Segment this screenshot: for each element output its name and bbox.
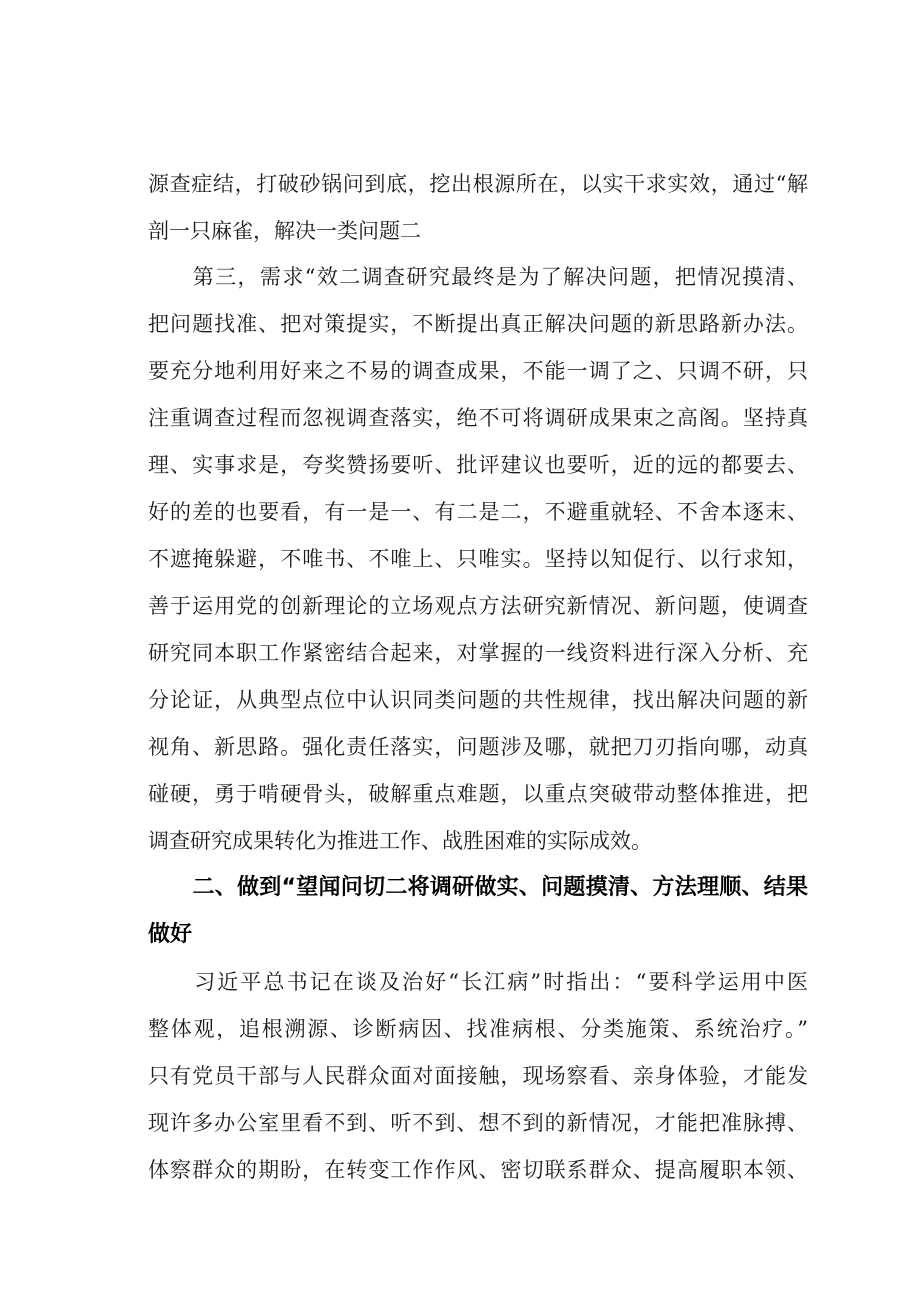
text-line: 只有党员干部与人民群众面对面接触，现场察看、亲身体验，才能发 [148,1064,808,1088]
text-line: 调查研究成果转化为推进工作、战胜困难的实际成效。 [148,829,652,853]
text-line: 习近平总书记在谈及治好“长江病”时指出：“要科学运用中医 [148,970,808,994]
text-line: 理、实事求是，夸奖赞扬要听、批评建议也要听，近的远的都要去、 [148,453,808,477]
text-line: 注重调查过程而忽视调查落实，绝不可将调研成果束之高阁。坚持真 [148,406,808,430]
text-line: 第三，需求“效二调查研究最终是为了解决问题，把情况摸清、 [148,265,808,289]
text-line: 现许多办公室里看不到、听不到、想不到的新情况，才能把准脉搏、 [148,1111,808,1135]
text-line: 碰硬，勇于啃硬骨头，破解重点难题，以重点突破带动整体推进，把 [148,782,808,806]
text-line: 剖一只麻雀，解决一类问题二 [148,219,421,243]
text-line: 分论证，从典型点位中认识同类问题的共性规律，找出解决问题的新 [148,688,808,712]
text-line: 要充分地利用好来之不易的调查成果，不能一调了之、只调不研，只 [148,359,808,383]
text-line: 视角、新思路。强化责任落实，问题涉及哪，就把刀刃指向哪，动真 [148,735,808,759]
text-line: 体察群众的期盼，在转变工作作风、密切联系群众、提高履职本领、 [148,1158,808,1182]
text-line: 好的差的也要看，有一是一、有二是二，不避重就轻、不舍本逐末、 [148,500,808,524]
text-line: 把问题找准、把对策提实，不断提出真正解决问题的新思路新办法。 [148,312,808,336]
heading-line: 二、做到“望闻问切二将调研做实、问题摸清、方法理顺、结果 [148,875,808,900]
text-line: 研究同本职工作紧密结合起来，对掌握的一线资料进行深入分析、充 [148,641,808,665]
text-line: 整体观，追根溯源、诊断病因、找准病根、分类施策、系统治疗。” [148,1017,808,1041]
heading-line: 做好 [148,922,193,947]
text-line: 不遮掩躲避，不唯书、不唯上、只唯实。坚持以知促行、以行求知， [148,547,808,571]
text-line: 源查症结，打破砂锅问到底，挖出根源所在，以实干求实效，通过“解 [148,172,808,196]
text-line: 善于运用党的创新理论的立场观点方法研究新情况、新问题，使调查 [148,594,808,618]
